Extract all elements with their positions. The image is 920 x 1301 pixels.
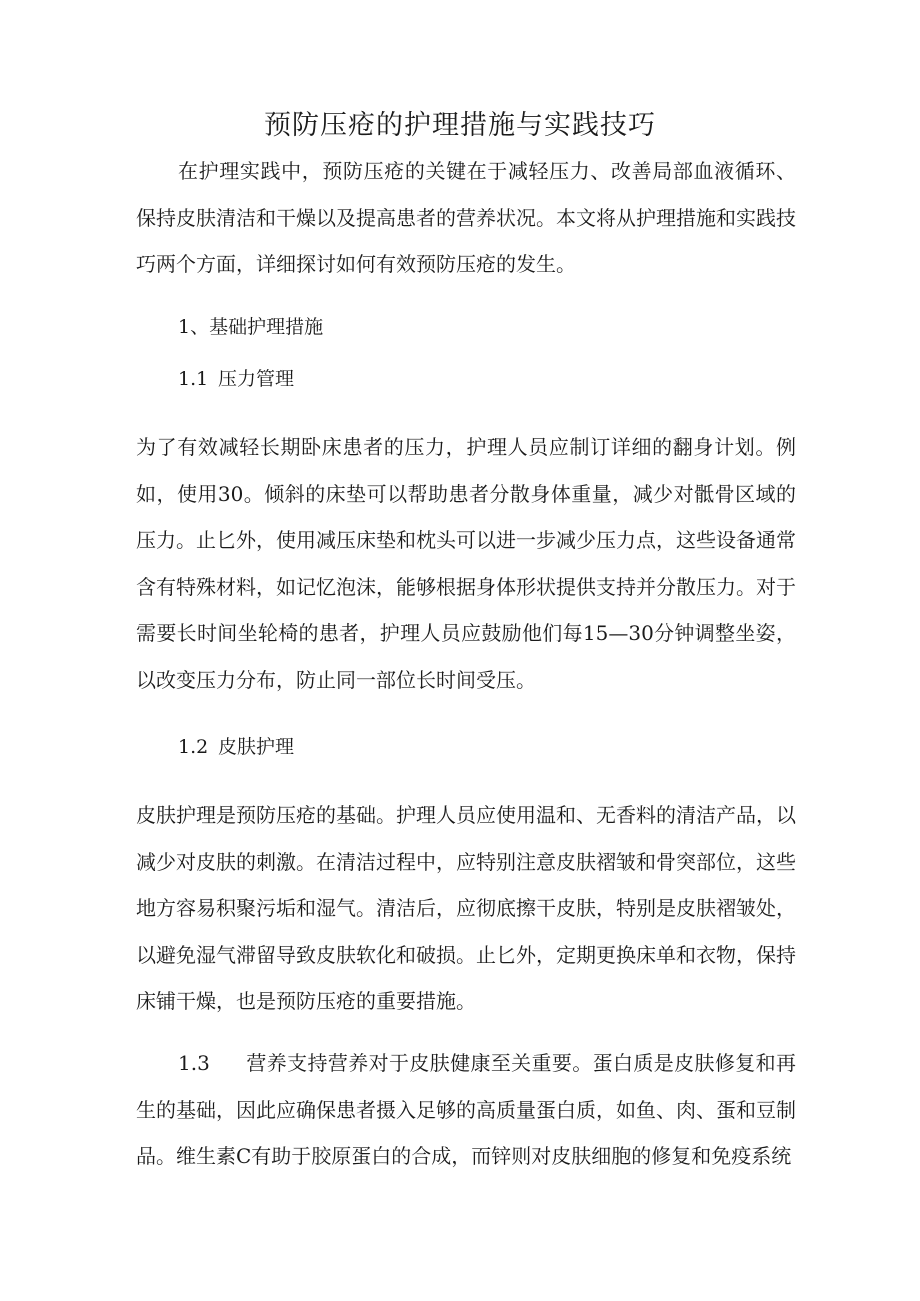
- section-1-1-heading: [178, 364, 294, 394]
- section-1-2-number: 1.2: [178, 736, 209, 758]
- section-1-2-heading: [178, 732, 294, 762]
- section-1-heading: 1、基础护理措施: [178, 316, 324, 338]
- section-1-3-paragraph: [136, 1040, 796, 1180]
- intro-paragraph: 在护理实践中，预防压疮的关键在于减轻压力、改善局部血液循环、保持皮肤清洁和干燥以及提高患者的营养状况。本文将从护理措施和实践技巧两个方面，详细探讨如何有效预防压疮的发生。: [136, 159, 796, 276]
- section-1-2-title: 皮肤护理: [218, 736, 295, 758]
- section-1-1-body: 为了有效减轻长期卧床患者的压力，护理人员应制订详细的翻身计划。例如，使用30。倾斜的床垫可以帮助患者分散身体重量，减少对骶骨区域的压力。止匕外，使用减压床垫和枕头可以进一步减少压力点，这些设备通常含有特殊材料，如记忆泡沫，能够根据身体形状提供支持并分散压力。对于需要长时间坐轮椅的患者，护理人员应鼓励他们每15—30分钟调整坐姿，以改变压力分布，防止同一部位长时间受压。: [136, 435, 796, 692]
- section-1-3-body: 营养支持营养对于皮肤健康至关重要。蛋白质是皮肤修复和再生的基础，因此应确保患者摄入足够的高质量蛋白质，如鱼、肉、蛋和豆制品。维生素C有助于胶原蛋白的合成，而锌则对皮肤细胞的修复和免疫系统: [136, 1051, 796, 1168]
- section-1-2-body: 皮肤护理是预防压疮的基础。护理人员应使用温和、无香料的清洁产品，以减少对皮肤的刺激。在清洁过程中，应特别注意皮肤褶皱和骨突部位，这些地方容易积聚污垢和湿气。清洁后，应彻底擦干皮肤，特别是皮肤褶皱处，以避免湿气滞留导致皮肤软化和破损。止匕外，定期更换床单和衣物，保持床铺干燥，也是预防压疮的重要措施。: [136, 803, 796, 1013]
- document-title: 预防压疮的护理措施与实践技巧: [264, 110, 656, 141]
- section-1-3-number: 1.3: [178, 1051, 210, 1075]
- section-1-1-number: 1.1: [178, 368, 209, 390]
- section-1-1-title: 压力管理: [218, 368, 295, 390]
